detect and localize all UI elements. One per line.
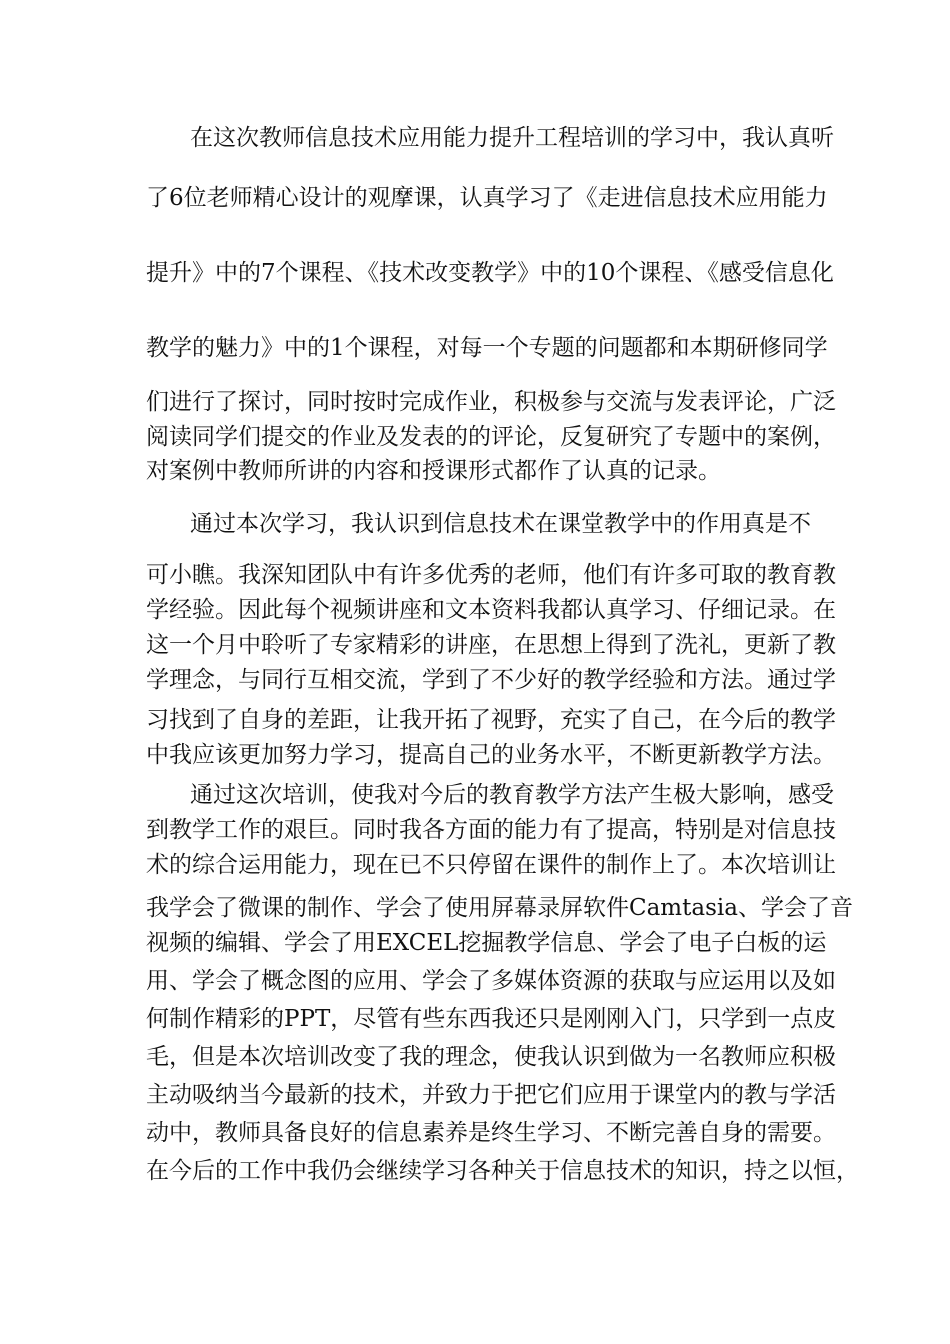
text-line: 通过这次培训，使我对今后的教育教学方法产生极大影响，感受 bbox=[190, 782, 834, 808]
text-line: 中我应该更加努力学习，提高自己的业务水平，不断更新教学方法。 bbox=[146, 742, 836, 768]
text-line: 在这次教师信息技术应用能力提升工程培训的学习中，我认真听 bbox=[190, 125, 834, 151]
text-line: 对案例中教师所讲的内容和授课形式都作了认真的记录。 bbox=[146, 458, 721, 484]
text-line: 视频的编辑、学会了用EXCEL挖掘教学信息、学会了电子白板的运 bbox=[146, 930, 827, 956]
text-line: 到教学工作的艰巨。同时我各方面的能力有了提高，特别是对信息技 bbox=[146, 817, 836, 843]
text-line: 通过本次学习，我认识到信息技术在课堂教学中的作用真是不 bbox=[190, 511, 811, 537]
text-line: 阅读同学们提交的作业及发表的的评论，反复研究了专题中的案例， bbox=[146, 424, 836, 450]
text-line: 教学的魅力》中的1个课程，对每一个专题的问题都和本期研修同学 bbox=[146, 335, 828, 361]
text-line: 动中，教师具备良好的信息素养是终生学习、不断完善自身的需要。 bbox=[146, 1120, 836, 1146]
text-line: 习找到了自身的差距，让我开拓了视野，充实了自己，在今后的教学 bbox=[146, 707, 836, 733]
text-line: 可小瞧。我深知团队中有许多优秀的老师，他们有许多可取的教育教 bbox=[146, 562, 836, 588]
text-line: 术的综合运用能力，现在已不只停留在课件的制作上了。本次培训让 bbox=[146, 852, 836, 878]
text-line: 用、学会了概念图的应用、学会了多媒体资源的获取与应运用以及如 bbox=[146, 968, 836, 994]
text-line: 学经验。因此每个视频讲座和文本资料我都认真学习、仔细记录。在 bbox=[146, 597, 836, 623]
text-line: 学理念，与同行互相交流，学到了不少好的教学经验和方法。通过学 bbox=[146, 667, 836, 693]
text-line: 在今后的工作中我仍会继续学习各种关于信息技术的知识，持之以恒， bbox=[146, 1158, 859, 1184]
text-line: 们进行了探讨，同时按时完成作业，积极参与交流与发表评论，广泛 bbox=[146, 389, 836, 415]
text-line: 提升》中的7个课程、《技术改变教学》中的10个课程、《感受信息化 bbox=[146, 260, 834, 286]
text-line: 这一个月中聆听了专家精彩的讲座，在思想上得到了洗礼，更新了教 bbox=[146, 632, 836, 658]
text-line: 我学会了微课的制作、学会了使用屏幕录屏软件Camtasia、学会了音 bbox=[146, 895, 853, 921]
text-line: 何制作精彩的PPT，尽管有些东西我还只是刚刚入门，只学到一点皮 bbox=[146, 1006, 837, 1032]
text-line: 了6位老师精心设计的观摩课，认真学习了《走进信息技术应用能力 bbox=[146, 185, 828, 211]
text-line: 毛，但是本次培训改变了我的理念，使我认识到做为一名教师应积极 bbox=[146, 1044, 836, 1070]
text-line: 主动吸纳当今最新的技术，并致力于把它们应用于课堂内的教与学活 bbox=[146, 1082, 836, 1108]
